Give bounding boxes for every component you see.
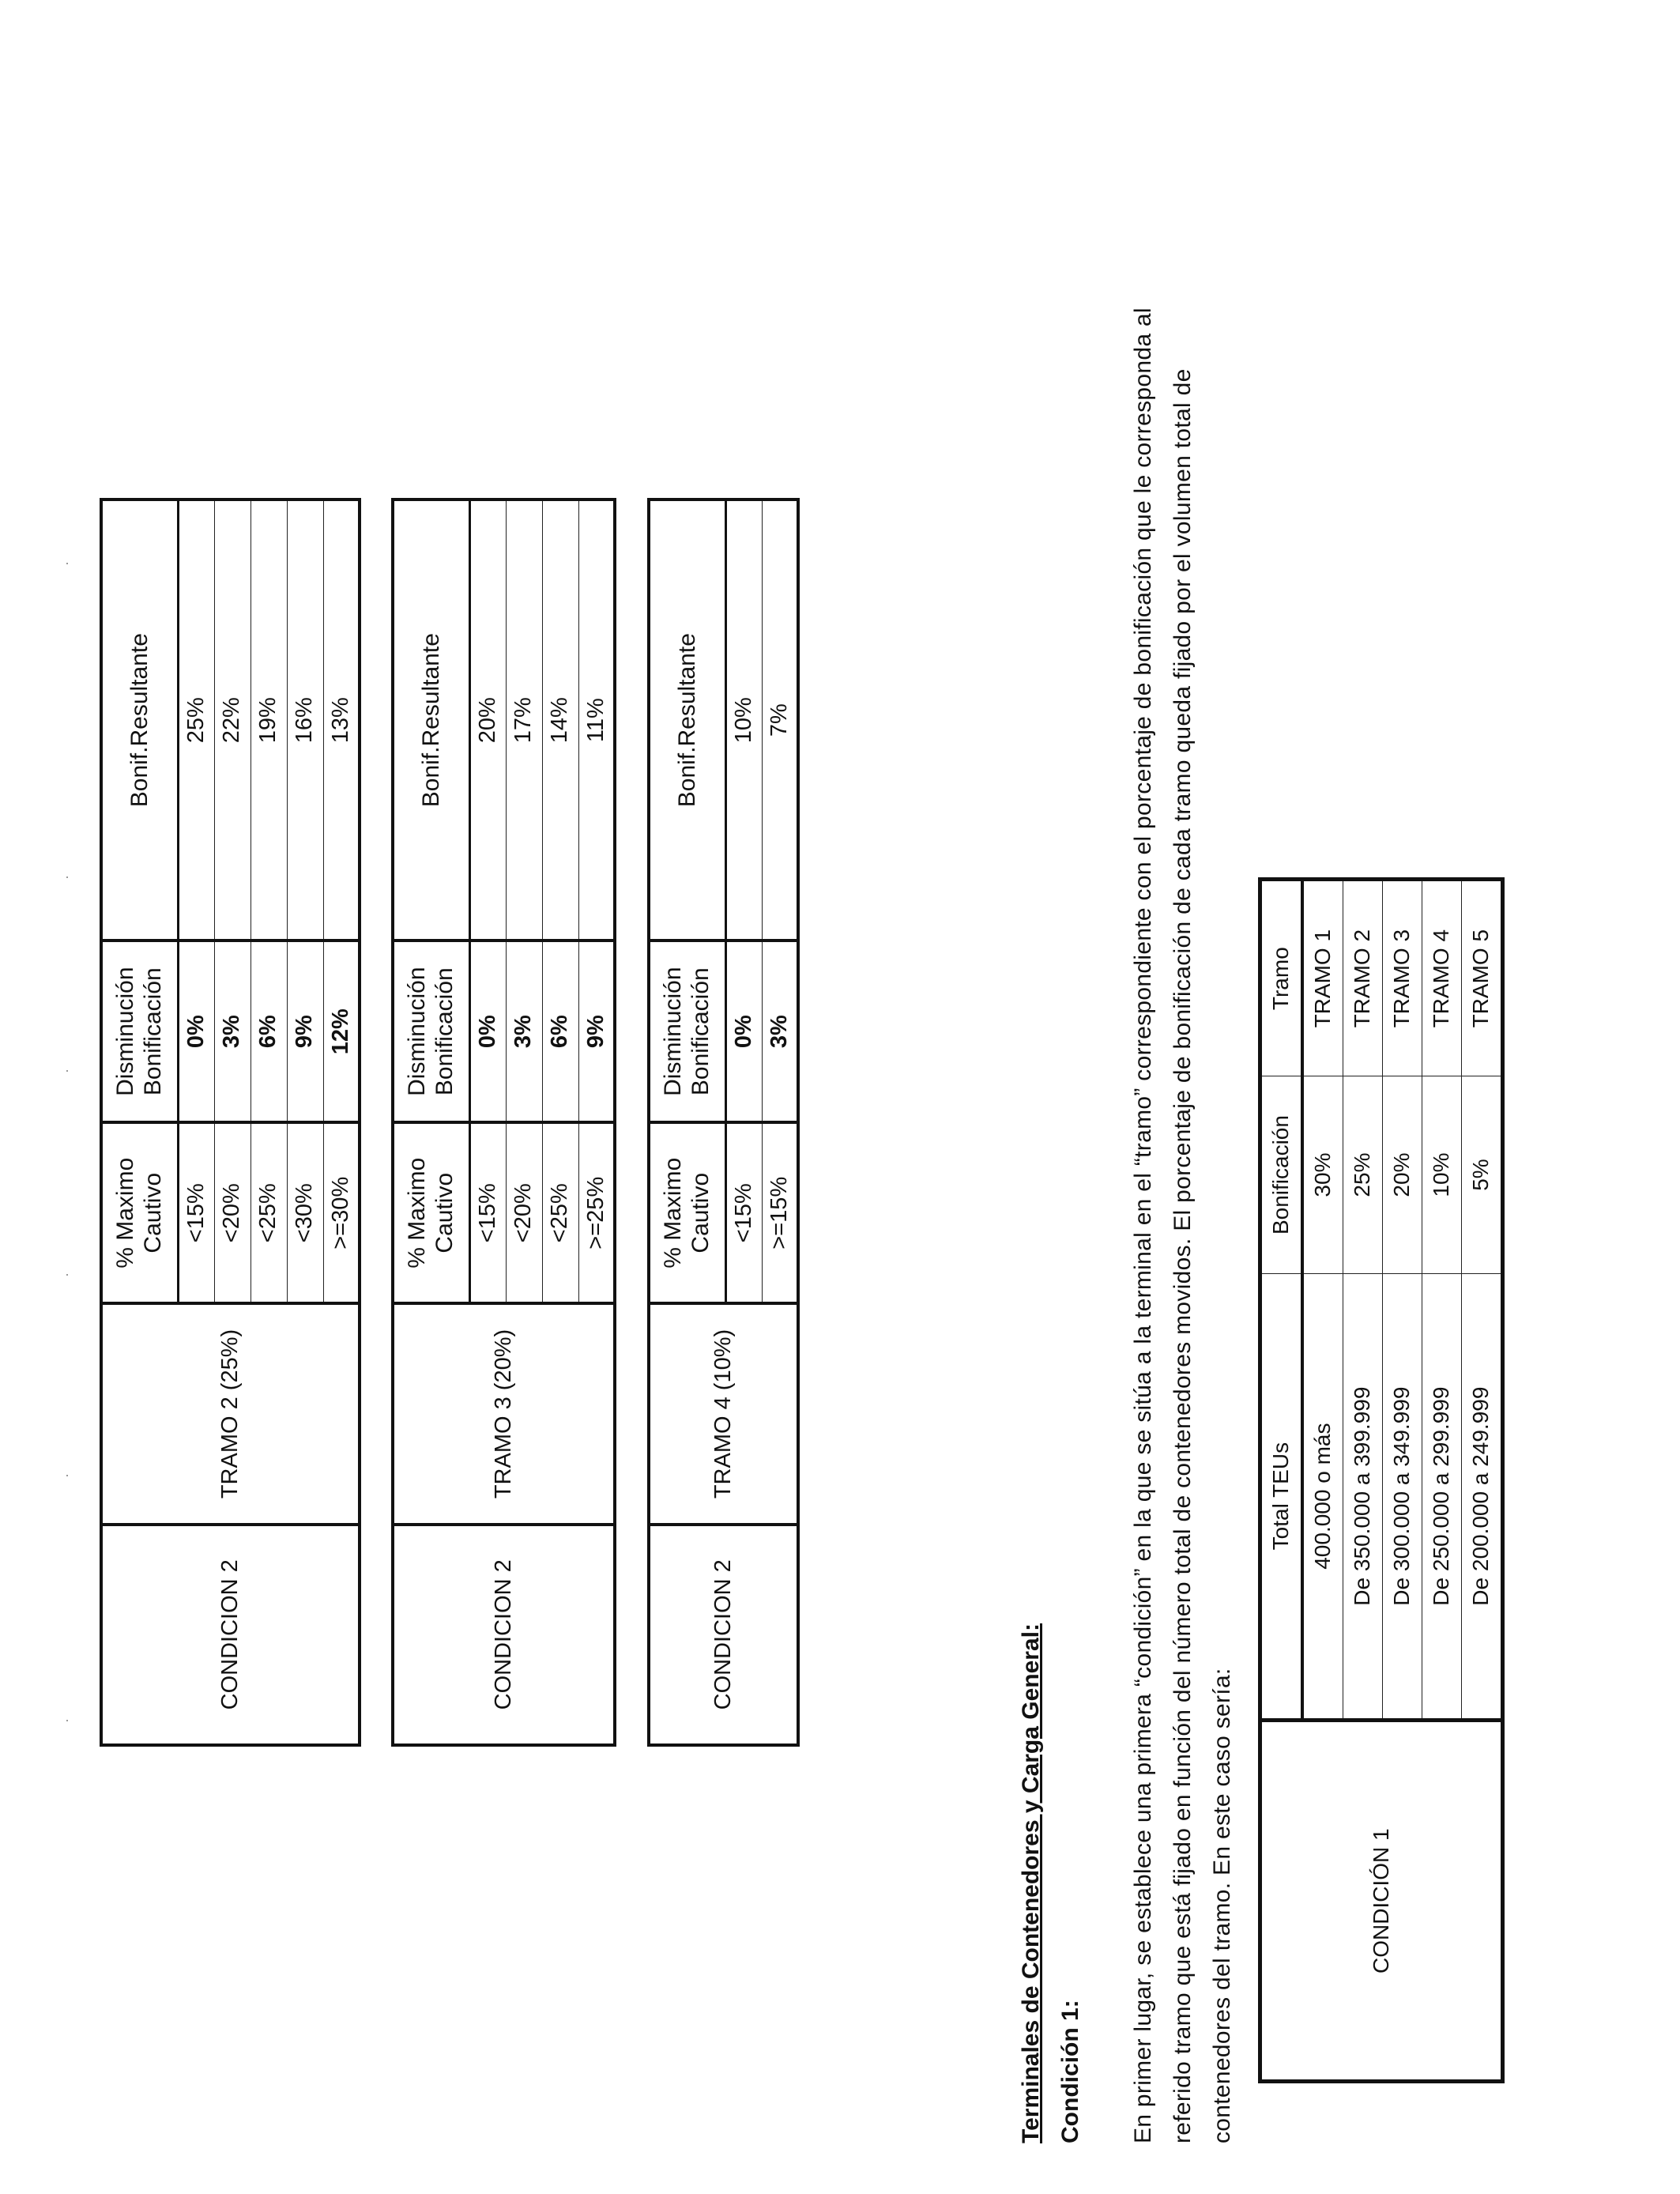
teus-cell: De 300.000 a 349.999 <box>1383 1273 1422 1721</box>
dis-cell: 12% <box>323 941 360 1122</box>
section-heading: Terminales de Contenedores y Carga General: <box>1018 1623 1044 2143</box>
dis-cell: 6% <box>542 941 578 1122</box>
bonif-cell: 11% <box>578 499 615 941</box>
bonif-cell: 5% <box>1462 1076 1503 1274</box>
disminucion-header: Disminución Bonificación <box>649 941 725 1122</box>
tramo-cell: TRAMO 3 <box>1383 880 1422 1076</box>
bonif-cell: 30% <box>1302 1076 1343 1274</box>
tramo-cell: TRAMO 2 (25%) <box>101 1303 360 1524</box>
bonif-cell: 16% <box>287 499 323 941</box>
condition-cell: CONDICION 2 <box>649 1525 798 1745</box>
max-cell: >=25% <box>578 1122 615 1303</box>
dis-cell: 3% <box>506 941 542 1122</box>
max-cell: <30% <box>287 1122 323 1303</box>
bonif-resultante-header: Bonif.Resultante <box>101 499 178 941</box>
bonif-cell: 14% <box>542 499 578 941</box>
max-cell: <20% <box>506 1122 542 1303</box>
margin-mark <box>66 1720 68 1721</box>
max-cell: >=30% <box>323 1122 360 1303</box>
max-cell: >=15% <box>762 1122 798 1303</box>
dis-cell: 0% <box>178 941 214 1122</box>
max-cell: <15% <box>178 1122 214 1303</box>
max-cell: <20% <box>214 1122 250 1303</box>
bonif-cell: 7% <box>762 499 798 941</box>
disminucion-header: Disminución Bonificación <box>393 941 469 1122</box>
bonif-resultante-header: Bonif.Resultante <box>393 499 469 941</box>
teus-cell: De 350.000 a 399.999 <box>1343 1273 1383 1721</box>
dis-cell: 0% <box>725 941 762 1122</box>
condition-cell: CONDICION 2 <box>393 1525 615 1745</box>
max-cell: <15% <box>469 1122 506 1303</box>
tramo-cell: TRAMO 1 <box>1302 880 1343 1076</box>
dis-cell: 3% <box>214 941 250 1122</box>
condicion2-tramo2-table <box>100 498 361 1747</box>
dis-cell: 3% <box>762 941 798 1122</box>
bonif-cell: 20% <box>1383 1076 1422 1274</box>
max-cell: <25% <box>542 1122 578 1303</box>
total-teus-header: Total TEUs <box>1260 1273 1303 1721</box>
tramo-cell: TRAMO 5 <box>1462 880 1503 1076</box>
margin-mark <box>66 1475 68 1476</box>
dis-cell: 9% <box>287 941 323 1122</box>
margin-mark <box>66 1070 68 1072</box>
condicion2-tramo3-table <box>391 498 616 1747</box>
tramo-cell: TRAMO 4 (10%) <box>649 1303 798 1524</box>
disminucion-header: Disminución Bonificación <box>101 941 178 1122</box>
max-cell: <25% <box>250 1122 287 1303</box>
bonif-cell: 19% <box>250 499 287 941</box>
teus-cell: De 200.000 a 249.999 <box>1462 1273 1503 1721</box>
bonif-cell: 25% <box>178 499 214 941</box>
dis-cell: 0% <box>469 941 506 1122</box>
dis-cell: 6% <box>250 941 287 1122</box>
bonif-cell: 22% <box>214 499 250 941</box>
tramo-cell: TRAMO 4 <box>1422 880 1462 1076</box>
section-subheading: Condición 1: <box>1057 2000 1083 2143</box>
margin-mark <box>66 563 68 564</box>
condicion1-table <box>1258 877 1505 2083</box>
max-cautivo-header: % Maximo Cautivo <box>393 1122 469 1303</box>
teus-cell: 400.000 o más <box>1302 1273 1343 1721</box>
section-paragraph: En primer lugar, se establece una primera “condición” en la que se sitúa a la terminal en el “tramo” correspondiente con el porcentaje de bonificación que le corresponda al referido tramo que está fijado en función del número total de contenedores movidos. El porcentaje de bonificación de cada tramo queda fijado por el volumen total de contenedores del tramo. En este caso sería: <box>1130 307 1235 2143</box>
max-cautivo-header: % Maximo Cautivo <box>101 1122 178 1303</box>
bonif-cell: 20% <box>469 499 506 941</box>
max-cautivo-header: % Maximo Cautivo <box>649 1122 725 1303</box>
bonif-cell: 10% <box>1422 1076 1462 1274</box>
condicion2-tramo4-table <box>647 498 800 1747</box>
tramo-cell: TRAMO 3 (20%) <box>393 1303 615 1524</box>
condition1-cell: CONDICIÓN 1 <box>1260 1721 1503 2082</box>
bonif-cell: 13% <box>323 499 360 941</box>
condition-cell: CONDICION 2 <box>101 1525 360 1745</box>
bonif-cell: 17% <box>506 499 542 941</box>
bonif-cell: 10% <box>725 499 762 941</box>
teus-cell: De 250.000 a 299.999 <box>1422 1273 1462 1721</box>
bonif-cell: 25% <box>1343 1076 1383 1274</box>
tramo-header: Tramo <box>1260 880 1303 1076</box>
bonif-resultante-header: Bonif.Resultante <box>649 499 725 941</box>
bonificacion-header: Bonificación <box>1260 1076 1303 1274</box>
margin-mark <box>66 1274 68 1276</box>
tramo-cell: TRAMO 2 <box>1343 880 1383 1076</box>
margin-mark <box>66 876 68 878</box>
dis-cell: 9% <box>578 941 615 1122</box>
max-cell: <15% <box>725 1122 762 1303</box>
